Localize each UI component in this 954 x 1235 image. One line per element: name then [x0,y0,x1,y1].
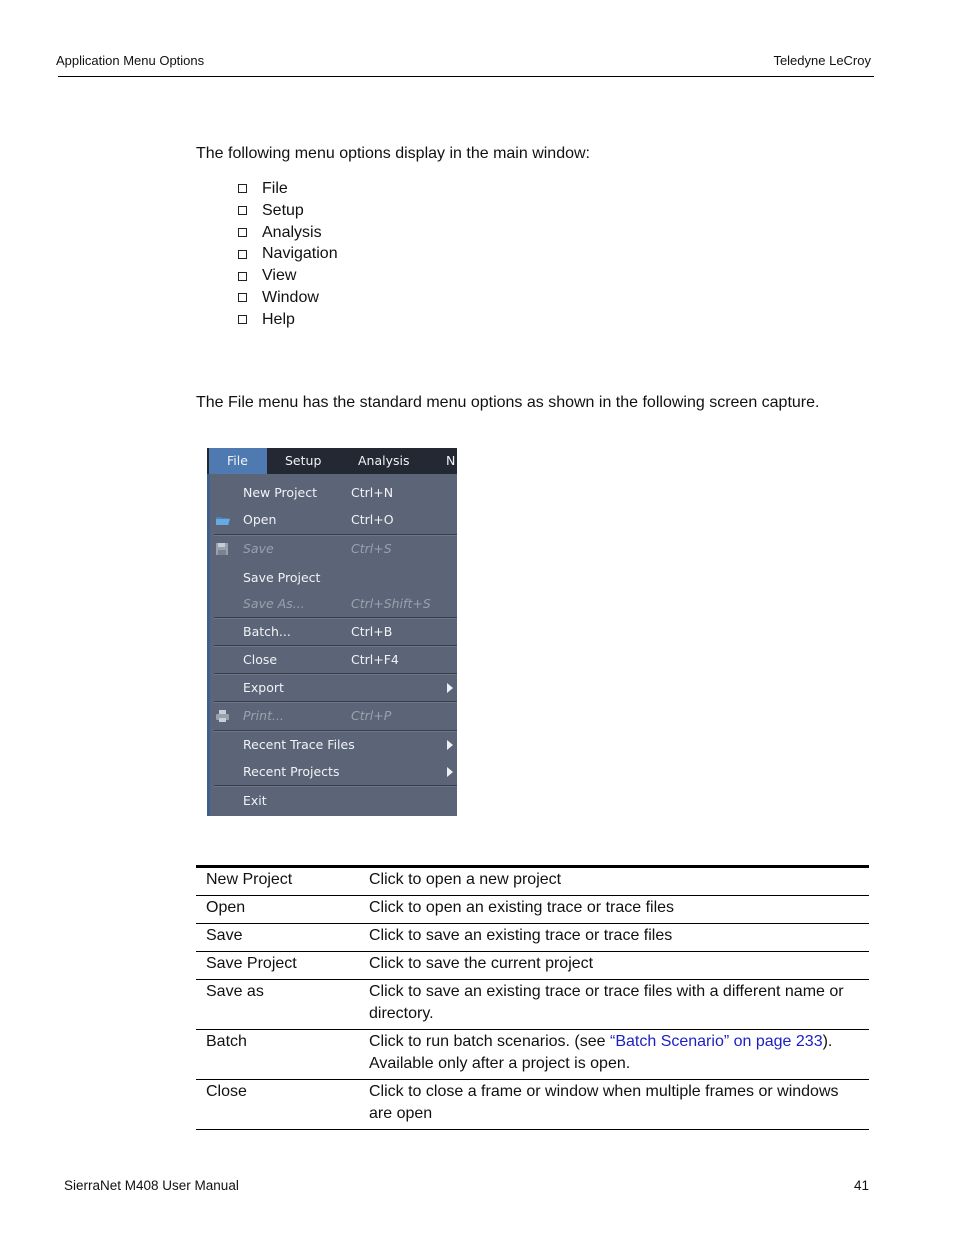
menubar [207,448,457,474]
list-item: Analysis [238,222,338,244]
menu-item-print: Print... Ctrl+P [243,708,392,723]
checkbox-bullet-icon [238,272,247,281]
batch-scenario-link[interactable]: “Batch Scenario” on page 233 [610,1033,823,1050]
footer-manual-title: SierraNet M408 User Manual [64,1178,239,1193]
list-item: File [238,178,338,200]
checkbox-bullet-icon [238,315,247,324]
menu-separator [214,730,457,732]
menu-item-export[interactable]: Export [243,680,284,695]
table-row: Save as Click to save an existing trace or trace files with a different name or directory. [196,980,869,1030]
table-row: Batch Click to run batch scenarios. (see “Batch Scenario” on page 233). Available only after a project is open. [196,1030,869,1080]
menu-separator [214,534,457,536]
menu-separator [214,673,457,675]
menu-item-save-as: Save As... Ctrl+Shift+S [243,596,431,611]
table-row: Save Click to save an existing trace or trace files [196,924,869,952]
list-item: Setup [238,200,338,222]
running-header-company: Teledyne LeCroy [773,53,871,68]
folder-icon [215,514,231,526]
save-disk-icon [215,542,229,556]
table-row: New Project Click to open a new project [196,868,869,896]
menu-left-accent [207,474,210,816]
menu-item-new-project[interactable]: New Project Ctrl+N [243,485,394,500]
checkbox-bullet-icon [238,250,247,259]
printer-icon [215,710,230,722]
menubar-analysis[interactable]: Analysis [358,453,410,468]
list-item: Window [238,287,338,309]
file-menu-screenshot [207,448,457,816]
menu-item-close[interactable]: Close Ctrl+F4 [243,652,399,667]
menu-separator [214,785,457,787]
menu-item-recent-projects[interactable]: Recent Projects [243,764,340,779]
intro-paragraph: The following menu options display in the main window: [196,145,590,162]
running-header-section: Application Menu Options [56,53,205,68]
checkbox-bullet-icon [238,228,247,237]
submenu-arrow-icon [447,740,453,750]
submenu-arrow-icon [447,767,453,777]
menubar-navigation-truncated[interactable]: N [446,453,456,468]
menu-item-exit[interactable]: Exit [243,793,267,808]
header-rule [58,76,874,77]
checkbox-bullet-icon [238,184,247,193]
table-row: Save Project Click to save the current project [196,952,869,980]
checkbox-bullet-icon [238,293,247,302]
menu-item-recent-trace-files[interactable]: Recent Trace Files [243,737,355,752]
menu-item-batch[interactable]: Batch... Ctrl+B [243,624,393,639]
menu-separator [214,701,457,703]
menubar-file[interactable]: File [209,448,267,474]
menu-separator [214,645,457,647]
checkbox-bullet-icon [238,206,247,215]
menu-item-open[interactable]: Open Ctrl+O [243,512,394,527]
footer-page-number: 41 [853,1178,869,1193]
menu-separator [214,617,457,619]
list-item: View [238,265,338,287]
list-item: Navigation [238,243,338,265]
menu-item-save: Save Ctrl+S [243,541,392,556]
submenu-arrow-icon [447,683,453,693]
menu-item-save-project[interactable]: Save Project [243,570,321,585]
file-menu-intro: The File menu has the standard menu options as shown in the following screen capture. [196,394,820,411]
menu-options-list [238,178,338,331]
list-item: Help [238,309,338,331]
table-row: Open Click to open an existing trace or trace files [196,896,869,924]
table-row: Close Click to close a frame or window when multiple frames or windows are open [196,1080,869,1130]
menubar-setup[interactable]: Setup [285,453,322,468]
